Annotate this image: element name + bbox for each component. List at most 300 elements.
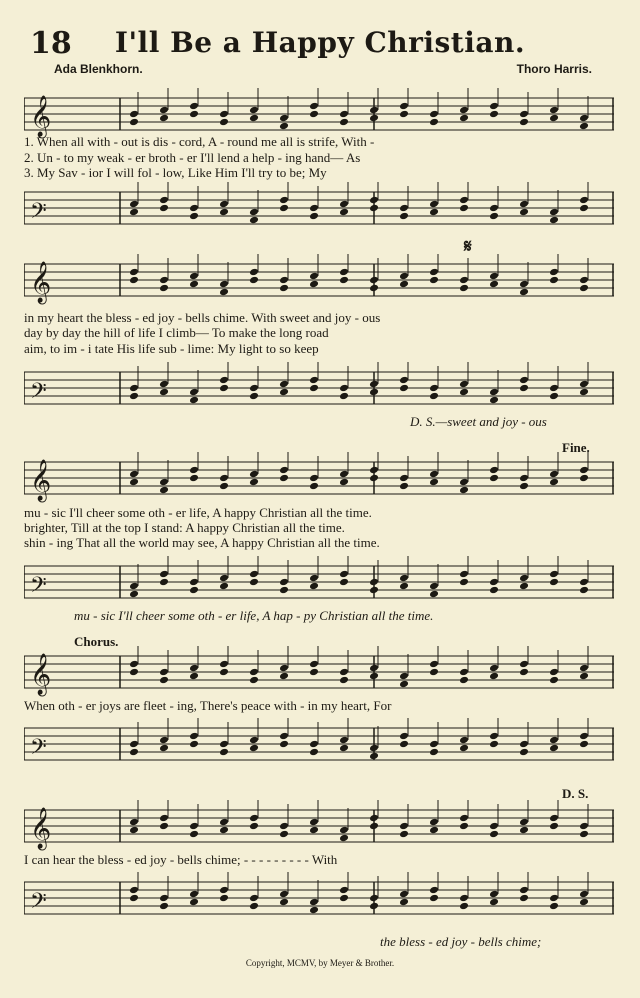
note-head — [129, 590, 139, 599]
note-head — [279, 196, 289, 205]
note-head — [489, 822, 499, 831]
note-head — [159, 578, 169, 587]
note-head — [579, 890, 589, 899]
note-head — [249, 384, 259, 393]
note-head — [399, 376, 409, 385]
composer: Thoro Harris. — [516, 62, 592, 76]
note-head — [519, 886, 529, 895]
note-head — [369, 474, 379, 483]
note-head — [159, 814, 169, 823]
note-head — [129, 826, 139, 835]
note-head — [129, 748, 139, 757]
note-head — [549, 668, 559, 677]
note-head — [369, 380, 379, 389]
note-head — [279, 672, 289, 681]
note-head — [399, 890, 409, 899]
note-head — [549, 478, 559, 487]
note-head — [519, 748, 529, 757]
note-head — [249, 216, 259, 225]
note-head — [309, 482, 319, 491]
note-head — [159, 486, 169, 495]
note-head — [339, 668, 349, 677]
note-head — [579, 466, 589, 475]
note-head — [339, 578, 349, 587]
note-head — [189, 474, 199, 483]
note-head — [219, 208, 229, 217]
note-head — [489, 474, 499, 483]
note-head — [549, 676, 559, 685]
note-head — [369, 578, 379, 587]
note-head — [579, 204, 589, 213]
note-head — [459, 204, 469, 213]
ds-mark: D. S. — [562, 786, 589, 801]
note-head — [189, 102, 199, 111]
note-head — [549, 470, 559, 479]
note-head — [429, 208, 439, 217]
note-head — [249, 578, 259, 587]
note-head — [309, 384, 319, 393]
note-head — [519, 474, 529, 483]
note-head — [399, 204, 409, 213]
note-head — [159, 114, 169, 123]
bass-clef-icon: 𝄢 — [30, 735, 47, 765]
note-head — [369, 902, 379, 911]
note-head — [249, 668, 259, 677]
lyricist: Ada Blenkhorn. — [54, 62, 143, 76]
note-head — [429, 590, 439, 599]
note-head — [189, 204, 199, 213]
note-head — [399, 574, 409, 583]
note-head — [459, 894, 469, 903]
note-head — [279, 276, 289, 285]
note-head — [159, 478, 169, 487]
note-head — [549, 814, 559, 823]
note-head — [579, 380, 589, 389]
note-head — [519, 376, 529, 385]
note-head — [459, 196, 469, 205]
note-head — [429, 660, 439, 669]
note-head — [279, 732, 289, 741]
note-head — [519, 660, 529, 669]
note-head — [399, 384, 409, 393]
bass-clef-icon: 𝄢 — [30, 199, 47, 229]
note-head — [489, 102, 499, 111]
note-head — [159, 676, 169, 685]
note-head — [519, 668, 529, 677]
note-head — [549, 744, 559, 753]
note-head — [429, 668, 439, 677]
note-head — [579, 196, 589, 205]
note-head — [159, 822, 169, 831]
note-head — [129, 478, 139, 487]
note-head — [369, 466, 379, 475]
note-head — [579, 822, 589, 831]
treble-staff-4 — [24, 646, 614, 698]
note-head — [309, 826, 319, 835]
note-head — [219, 200, 229, 209]
note-head — [549, 268, 559, 277]
note-head — [579, 276, 589, 285]
note-head — [249, 822, 259, 831]
chorus-line-2: I can hear the bless - ed joy - bells chime; - - - - - - - - - With — [24, 852, 338, 867]
note-head — [489, 272, 499, 281]
note-head — [219, 482, 229, 491]
note-head — [309, 110, 319, 119]
treble-clef-icon: 𝄞 — [30, 654, 52, 695]
chorus-lower-lyric: the bless - ed joy - bells chime; — [380, 934, 542, 949]
note-head — [549, 822, 559, 831]
note-head — [129, 268, 139, 277]
fine-mark: Fine. — [562, 440, 590, 455]
note-head — [459, 676, 469, 685]
note-head — [159, 380, 169, 389]
verse-1-line-2: in my heart the bless - ed joy - bells chime. With sweet and joy - ous — [24, 310, 381, 325]
note-head — [279, 740, 289, 749]
page-number: 18 — [30, 26, 72, 61]
note-head — [369, 204, 379, 213]
verse-1-line-1: 1. When all with - out is dis - cord, A - round me all is strife, With - — [24, 134, 375, 149]
treble-clef-icon: 𝄞 — [30, 96, 52, 137]
note-head — [339, 392, 349, 401]
note-head — [339, 118, 349, 127]
note-head — [369, 664, 379, 673]
note-head — [189, 672, 199, 681]
note-head — [159, 668, 169, 677]
note-head — [519, 118, 529, 127]
note-head — [459, 276, 469, 285]
note-head — [579, 586, 589, 595]
note-head — [489, 830, 499, 839]
note-head — [309, 474, 319, 483]
note-head — [279, 466, 289, 475]
note-head — [399, 672, 409, 681]
note-head — [399, 740, 409, 749]
note-head — [369, 196, 379, 205]
note-head — [129, 886, 139, 895]
verse-1-line-3: mu - sic I'll cheer some oth - er life, A happy Christian all the time. — [24, 505, 372, 520]
note-head — [249, 902, 259, 911]
note-head — [159, 276, 169, 285]
note-head — [129, 208, 139, 217]
verse-2-line-2: day by day the hill of life I climb— To make the long road — [24, 325, 329, 340]
note-head — [549, 392, 559, 401]
note-head — [279, 822, 289, 831]
note-head — [339, 894, 349, 903]
note-head — [519, 894, 529, 903]
note-head — [399, 280, 409, 289]
note-head — [489, 586, 499, 595]
note-head — [189, 212, 199, 221]
note-head — [129, 470, 139, 479]
note-head — [429, 740, 439, 749]
note-head — [309, 660, 319, 669]
note-head — [489, 898, 499, 907]
note-head — [249, 676, 259, 685]
note-head — [339, 886, 349, 895]
note-head — [159, 388, 169, 397]
note-head — [249, 470, 259, 479]
note-head — [129, 200, 139, 209]
note-head — [459, 902, 469, 911]
treble-staff-1 — [24, 88, 614, 140]
note-head — [549, 578, 559, 587]
note-head — [459, 736, 469, 745]
treble-staff-3 — [24, 452, 614, 504]
ds-lyric-2: D. S.—sweet and joy - ous — [410, 414, 547, 429]
note-head — [279, 122, 289, 131]
note-head — [219, 668, 229, 677]
note-head — [339, 834, 349, 843]
hymn-title: I'll Be a Happy Christian. — [114, 26, 526, 59]
note-head — [189, 272, 199, 281]
note-head — [189, 466, 199, 475]
bass-staff-4 — [24, 718, 614, 770]
note-head — [339, 268, 349, 277]
note-head — [579, 474, 589, 483]
note-head — [369, 822, 379, 831]
note-head — [279, 114, 289, 123]
note-head — [309, 574, 319, 583]
note-head — [219, 376, 229, 385]
note-head — [579, 732, 589, 741]
note-head — [309, 668, 319, 677]
note-head — [459, 486, 469, 495]
verse-2-line-3: brighter, Till at the top I stand: A happy Christian all the time. — [24, 520, 345, 535]
note-head — [219, 288, 229, 297]
note-head — [219, 748, 229, 757]
note-head — [459, 284, 469, 293]
note-head — [549, 276, 559, 285]
note-head — [189, 732, 199, 741]
note-head — [399, 680, 409, 689]
note-head — [249, 276, 259, 285]
note-head — [129, 118, 139, 127]
note-head — [129, 276, 139, 285]
note-head — [249, 478, 259, 487]
note-head — [459, 570, 469, 579]
note-head — [459, 380, 469, 389]
note-head — [189, 396, 199, 405]
note-head — [579, 664, 589, 673]
bass-staff-2 — [24, 362, 614, 414]
note-head — [309, 748, 319, 757]
note-head — [189, 664, 199, 673]
note-head — [249, 744, 259, 753]
note-head — [129, 384, 139, 393]
note-head — [249, 736, 259, 745]
note-head — [399, 582, 409, 591]
note-head — [309, 582, 319, 591]
note-head — [339, 384, 349, 393]
note-head — [339, 470, 349, 479]
note-head — [369, 814, 379, 823]
verse-3-line-3: shin - ing That all the world may see, A happy Christian all the time. — [24, 535, 380, 550]
note-head — [369, 388, 379, 397]
note-head — [429, 818, 439, 827]
note-head — [309, 376, 319, 385]
note-head — [219, 818, 229, 827]
note-head — [489, 578, 499, 587]
note-head — [369, 744, 379, 753]
note-head — [339, 676, 349, 685]
note-head — [429, 478, 439, 487]
note-head — [219, 660, 229, 669]
copyright-notice: Copyright, MCMV, by Meyer & Brother. — [245, 958, 395, 968]
note-head — [549, 894, 559, 903]
note-head — [189, 830, 199, 839]
note-head — [399, 822, 409, 831]
verse-3-line-1: 3. My Sav - ior I will fol - low, Like Him I'll try to be; My — [24, 165, 327, 180]
note-head — [459, 822, 469, 831]
note-head — [159, 902, 169, 911]
note-head — [279, 830, 289, 839]
note-head — [579, 578, 589, 587]
note-head — [459, 388, 469, 397]
note-head — [459, 578, 469, 587]
note-head — [369, 284, 379, 293]
note-head — [489, 212, 499, 221]
note-head — [339, 208, 349, 217]
note-head — [519, 110, 529, 119]
note-head — [339, 110, 349, 119]
note-head — [459, 478, 469, 487]
note-head — [429, 392, 439, 401]
note-head — [459, 114, 469, 123]
note-head — [309, 898, 319, 907]
note-head — [189, 586, 199, 595]
note-head — [339, 478, 349, 487]
note-head — [249, 392, 259, 401]
note-head — [189, 280, 199, 289]
note-head — [489, 396, 499, 405]
note-head — [519, 384, 529, 393]
bass-staff-5 — [24, 872, 614, 924]
note-head — [249, 894, 259, 903]
note-head — [309, 280, 319, 289]
note-head — [309, 272, 319, 281]
note-head — [189, 740, 199, 749]
note-head — [189, 898, 199, 907]
note-head — [579, 898, 589, 907]
note-head — [159, 204, 169, 213]
note-head — [279, 586, 289, 595]
note-head — [399, 482, 409, 491]
note-head — [249, 814, 259, 823]
note-head — [369, 672, 379, 681]
note-head — [159, 736, 169, 745]
note-head — [519, 826, 529, 835]
segno-sign: 𝄋 — [464, 236, 472, 256]
chorus-label: Chorus. — [74, 634, 119, 649]
note-head — [279, 380, 289, 389]
ds-lyric-3: mu - sic I'll cheer some oth - er life, A hap - py Christian all the time. — [74, 608, 434, 623]
note-head — [549, 902, 559, 911]
note-head — [549, 216, 559, 225]
note-head — [399, 898, 409, 907]
note-head — [129, 392, 139, 401]
note-head — [459, 744, 469, 753]
note-head — [579, 114, 589, 123]
note-head — [429, 894, 439, 903]
note-head — [579, 830, 589, 839]
note-head — [489, 388, 499, 397]
note-head — [489, 466, 499, 475]
treble-staff-5 — [24, 800, 614, 852]
note-head — [399, 732, 409, 741]
note-head — [489, 740, 499, 749]
note-head — [489, 664, 499, 673]
note-head — [399, 212, 409, 221]
note-head — [489, 110, 499, 119]
note-head — [369, 586, 379, 595]
note-head — [579, 284, 589, 293]
note-head — [129, 740, 139, 749]
note-head — [459, 814, 469, 823]
treble-staff-2 — [24, 254, 614, 306]
note-head — [249, 106, 259, 115]
note-head — [189, 110, 199, 119]
note-head — [189, 388, 199, 397]
note-head — [369, 276, 379, 285]
note-head — [429, 826, 439, 835]
note-head — [489, 204, 499, 213]
note-head — [189, 890, 199, 899]
bass-staff-3 — [24, 556, 614, 608]
note-head — [219, 384, 229, 393]
note-head — [579, 672, 589, 681]
note-head — [399, 272, 409, 281]
note-head — [219, 574, 229, 583]
note-head — [309, 204, 319, 213]
note-head — [459, 106, 469, 115]
note-head — [129, 660, 139, 669]
note-head — [129, 110, 139, 119]
note-head — [519, 574, 529, 583]
note-head — [489, 280, 499, 289]
note-head — [489, 672, 499, 681]
note-head — [279, 578, 289, 587]
note-head — [339, 744, 349, 753]
note-head — [429, 886, 439, 895]
note-head — [519, 582, 529, 591]
note-head — [309, 906, 319, 915]
note-head — [399, 830, 409, 839]
note-head — [399, 102, 409, 111]
note-head — [219, 110, 229, 119]
note-head — [429, 748, 439, 757]
treble-clef-icon: 𝄞 — [30, 460, 52, 501]
note-head — [219, 886, 229, 895]
note-head — [519, 482, 529, 491]
note-head — [159, 894, 169, 903]
note-head — [429, 582, 439, 591]
note-head — [519, 200, 529, 209]
note-head — [279, 664, 289, 673]
treble-clef-icon: 𝄞 — [30, 808, 52, 849]
bass-clef-icon: 𝄢 — [30, 379, 47, 409]
note-head — [129, 582, 139, 591]
chorus-line-1: When oth - er joys are fleet - ing, There's peace with - in my heart, For — [24, 698, 392, 713]
note-head — [249, 570, 259, 579]
note-head — [159, 196, 169, 205]
note-head — [549, 570, 559, 579]
note-head — [549, 114, 559, 123]
note-head — [249, 208, 259, 217]
note-head — [579, 122, 589, 131]
note-head — [339, 570, 349, 579]
note-head — [129, 818, 139, 827]
note-head — [399, 110, 409, 119]
